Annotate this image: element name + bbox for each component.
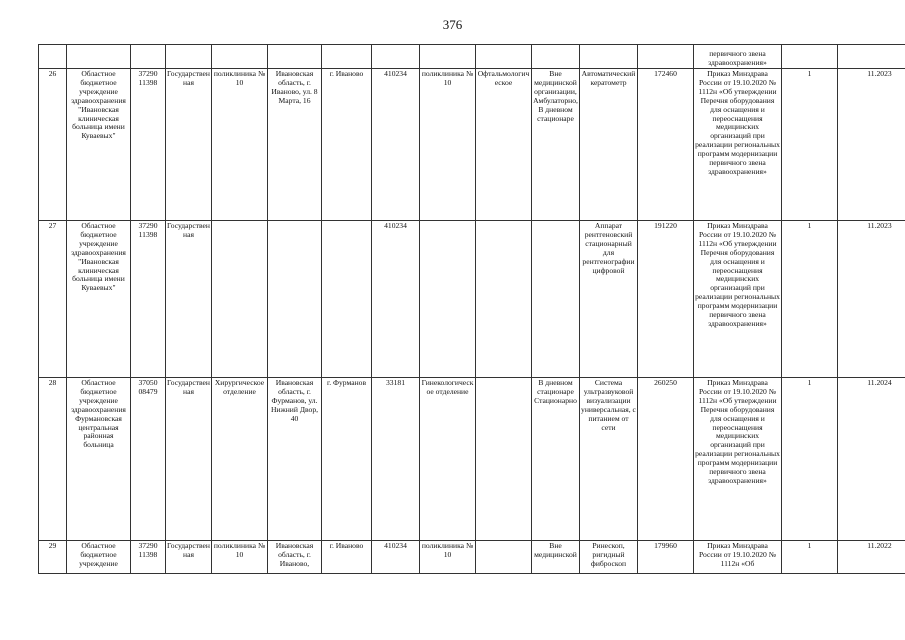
equipment-table [38, 44, 905, 574]
conditions-cell: Вне медицинской [532, 541, 580, 574]
price-cell: 172460 [638, 69, 694, 221]
equipment-cell: Автоматический кератометр [580, 69, 638, 221]
order-cell: Приказ Минздрава России от 19.10.2020 № 1112н «Об утверждении Перечня оборудования для оснащения и переоснащения медицинских организаций при реализации региональных программ модернизации первичного звена здравоохранения» [694, 69, 782, 221]
conditions-cell: В дневном стационаре Стационарно [532, 378, 580, 541]
date-cell: 11.2023 [838, 221, 905, 378]
code-cell: 37290 11398 [131, 69, 166, 221]
unit-cell: поликлиника № 10 [212, 541, 268, 574]
order-cell: Приказ Минздрава России от 19.10.2020 № 1112н «Об утверждении Перечня оборудования для оснащения и переоснащения медицинских организаций при реализации региональных программ модернизации первичного звена здравоохранения» [694, 378, 782, 541]
unit-cell: Хирургическое отделение [212, 378, 268, 541]
code-cell: 37050 08479 [131, 378, 166, 541]
code-cell: 37290 11398 [131, 541, 166, 574]
city-cell: г. Иваново [322, 541, 372, 574]
order-cell: первичного звена здравоохранения» [694, 45, 782, 69]
dept-cell: поликлиника № 10 [420, 69, 476, 221]
address-cell [268, 221, 322, 378]
okato-cell: 33181 [372, 378, 420, 541]
okato-cell: 410234 [372, 541, 420, 574]
conditions-cell [532, 221, 580, 378]
row-number: 29 [39, 541, 67, 574]
city-cell: г. Фурманов [322, 378, 372, 541]
qty-cell: 1 [782, 69, 838, 221]
form-cell: Государственная [166, 221, 212, 378]
org-cell: Областное бюджетное учреждение [67, 541, 131, 574]
okato-cell: 410234 [372, 221, 420, 378]
order-cell: Приказ Минздрава России от 19.10.2020 № 1112н «Об [694, 541, 782, 574]
qty-cell: 1 [782, 378, 838, 541]
org-cell: Областное бюджетное учреждение здравоохранения "Ивановская клиническая больница имени Куваевых" [67, 221, 131, 378]
equipment-cell: Ринескоп, ригидный фиброскоп [580, 541, 638, 574]
profile-cell [476, 541, 532, 574]
date-cell: 11.2022 [838, 541, 905, 574]
row-number: 27 [39, 221, 67, 378]
okato-cell: 410234 [372, 69, 420, 221]
org-cell: Областное бюджетное учреждение здравоохранения Фурмановская центральная районная больница [67, 378, 131, 541]
address-cell: Ивановская область, г. Фурманов, ул. Нижний Двор, 40 [268, 378, 322, 541]
order-cell: Приказ Минздрава России от 19.10.2020 № 1112н «Об утверждении Перечня оборудования для оснащения и переоснащения медицинских организаций при реализации региональных программ модернизации первичного звена здравоохранения» [694, 221, 782, 378]
address-cell: Ивановская область, г. Иваново, ул. 8 Марта, 16 [268, 69, 322, 221]
form-cell: Государственная [166, 69, 212, 221]
dept-cell [420, 221, 476, 378]
org-cell: Областное бюджетное учреждение здравоохранения "Ивановская клиническая больница имени Куваевых" [67, 69, 131, 221]
equipment-cell: Система ультразвуковой визуализации универсальная, с питанием от сети [580, 378, 638, 541]
profile-cell: Офтальмологическое [476, 69, 532, 221]
address-cell: Ивановская область, г. Иваново, [268, 541, 322, 574]
table-row [39, 69, 905, 221]
table-row [39, 378, 905, 541]
profile-cell [476, 221, 532, 378]
table-row [39, 221, 905, 378]
table-row [39, 45, 905, 69]
date-cell: 11.2023 [838, 69, 905, 221]
price-cell: 191220 [638, 221, 694, 378]
code-cell: 37290 11398 [131, 221, 166, 378]
date-cell: 11.2024 [838, 378, 905, 541]
equipment-cell: Аппарат рентгеновский стационарный для рентгенографии цифровой [580, 221, 638, 378]
price-cell: 179960 [638, 541, 694, 574]
row-number: 28 [39, 378, 67, 541]
city-cell [322, 221, 372, 378]
form-cell: Государственная [166, 541, 212, 574]
dept-cell: поликлиника № 10 [420, 541, 476, 574]
city-cell: г. Иваново [322, 69, 372, 221]
profile-cell [476, 378, 532, 541]
row-number: 26 [39, 69, 67, 221]
dept-cell: Гинекологическое отделение [420, 378, 476, 541]
conditions-cell: Вне медицинской организации, Амбулаторно, В дневном стационаре [532, 69, 580, 221]
price-cell: 260250 [638, 378, 694, 541]
form-cell: Государственная [166, 378, 212, 541]
qty-cell: 1 [782, 221, 838, 378]
qty-cell: 1 [782, 541, 838, 574]
unit-cell [212, 221, 268, 378]
table-row [39, 541, 905, 574]
unit-cell: поликлиника № 10 [212, 69, 268, 221]
page-number: 376 [442, 17, 463, 32]
